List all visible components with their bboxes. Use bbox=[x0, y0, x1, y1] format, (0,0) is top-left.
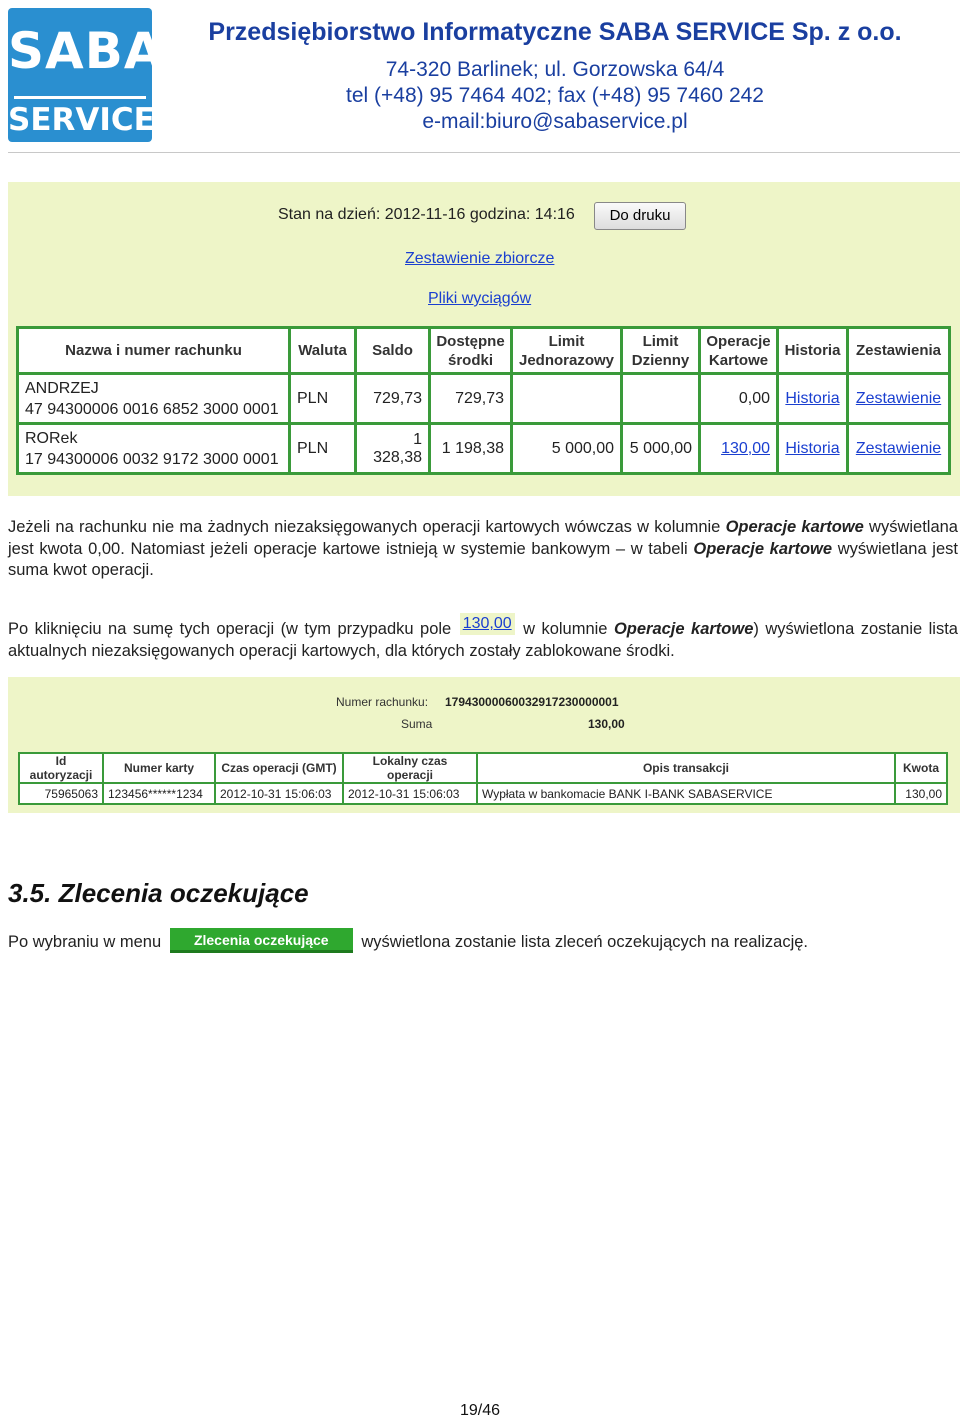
currency-cell: PLN bbox=[290, 374, 356, 424]
table-row bbox=[18, 424, 950, 474]
limit-daily-cell bbox=[622, 374, 700, 424]
logo-text-saba: SABA bbox=[8, 22, 164, 80]
col-header-gmt-time: Czas operacji (GMT) bbox=[215, 753, 343, 783]
status-datetime: Stan na dzień: 2012-11-16 godzina: 14:16 bbox=[278, 206, 575, 223]
table-row bbox=[19, 783, 947, 804]
auth-id-cell: 75965063 bbox=[19, 783, 103, 804]
col-header-card-number: Numer karty bbox=[103, 753, 215, 783]
account-name-cell bbox=[18, 424, 290, 474]
summary-link[interactable]: Zestawienie zbiorcze bbox=[405, 250, 555, 267]
limit-daily-cell: 5 000,00 bbox=[622, 424, 700, 474]
currency-cell: PLN bbox=[290, 424, 356, 474]
statement-link[interactable]: Zestawienie bbox=[855, 389, 942, 407]
gmt-time-cell: 2012-10-31 15:06:03 bbox=[215, 783, 343, 804]
card-operations-table bbox=[18, 752, 948, 805]
accounts-panel bbox=[8, 182, 960, 496]
para2-text-a: Po kliknięciu na sumę tych operacji (w tym przypadku pole bbox=[8, 620, 452, 638]
click-paragraph bbox=[8, 613, 958, 662]
header-divider bbox=[8, 152, 960, 153]
balance-cell: 729,73 bbox=[356, 374, 430, 424]
sum-label: Suma bbox=[401, 717, 433, 731]
limit-once-cell bbox=[512, 374, 622, 424]
pending-orders-menu-button[interactable]: Zlecenia oczekujące bbox=[170, 928, 353, 953]
history-link[interactable]: Historia bbox=[785, 389, 840, 407]
description-cell: Wypłata w bankomacie BANK I-BANK SABASERVICE bbox=[477, 783, 895, 804]
available-cell: 1 198,38 bbox=[430, 424, 512, 474]
account-owner: ANDRZEJ bbox=[25, 379, 99, 397]
col-header-auth-id: Id autoryzacji bbox=[19, 753, 103, 783]
accounts-table bbox=[16, 326, 951, 475]
account-number: 47 94300006 0016 6852 3000 0001 bbox=[25, 400, 279, 418]
table-header-row bbox=[18, 328, 950, 374]
card-ops-link[interactable]: 130,00 bbox=[721, 439, 770, 457]
explanation-paragraph bbox=[8, 517, 958, 582]
menu-text-before: Po wybraniu w menu bbox=[8, 933, 162, 951]
company-name: Przedsiębiorstwo Informatyczne SABA SERVICE Sp. z o.o. bbox=[208, 18, 902, 46]
col-header-local-time: Lokalny czas operacji bbox=[343, 753, 477, 783]
history-cell bbox=[778, 424, 848, 474]
menu-instruction bbox=[8, 928, 958, 953]
card-number-cell: 123456******1234 bbox=[103, 783, 215, 804]
card-operations-panel bbox=[8, 677, 960, 813]
statement-link[interactable]: Zestawienie bbox=[855, 439, 942, 457]
col-header-statements: Zestawienia bbox=[848, 328, 950, 374]
company-phone: tel (+48) 95 7464 402; fax (+48) 95 7460 242 bbox=[346, 84, 764, 107]
account-name-cell bbox=[18, 374, 290, 424]
company-logo bbox=[8, 8, 164, 142]
account-owner: RORek bbox=[25, 429, 78, 447]
para2-text-d: ) wyświetlona zostanie lista aktualnych niezaksięgowanych operacji kartowych, dla których zostały zablokowane środki. bbox=[8, 620, 958, 660]
para2-text-b: w kolumnie bbox=[523, 620, 608, 638]
logo-divider bbox=[14, 96, 146, 99]
para1-text-a: Jeżeli na rachunku nie ma żadnych niezaksięgowanych operacji kartowych wówczas w kolumnie bbox=[8, 518, 721, 536]
para1-emphasis-d: Operacje kartowe bbox=[693, 539, 833, 558]
amount-cell: 130,00 bbox=[895, 783, 947, 804]
col-header-description: Opis transakcji bbox=[477, 753, 895, 783]
print-button[interactable]: Do druku bbox=[594, 202, 686, 230]
col-header-amount: Kwota bbox=[895, 753, 947, 783]
account-number: 17 94300006 0032 9172 3000 0001 bbox=[25, 450, 279, 468]
card-ops-cell: 0,00 bbox=[700, 374, 778, 424]
local-time-cell: 2012-10-31 15:06:03 bbox=[343, 783, 477, 804]
col-header-currency: Waluta bbox=[290, 328, 356, 374]
col-header-name: Nazwa i numer rachunku bbox=[18, 328, 290, 374]
table-row bbox=[18, 374, 950, 424]
company-email: e-mail:biuro@sabaservice.pl bbox=[422, 110, 688, 133]
para2-emphasis-c: Operacje kartowe bbox=[613, 620, 754, 638]
col-header-balance: Saldo bbox=[356, 328, 430, 374]
statements-files-link[interactable]: Pliki wyciągów bbox=[428, 290, 532, 307]
limit-once-cell: 5 000,00 bbox=[512, 424, 622, 474]
para1-text-c: wyświetlana jest kwota 0,00. Natomiast jeżeli operacje kartowe istnieją w systemie bankowym – w tabeli bbox=[8, 518, 958, 558]
table-header-row bbox=[19, 753, 947, 783]
history-link[interactable]: Historia bbox=[785, 439, 840, 457]
col-header-card-ops: Operacje Kartowe bbox=[700, 328, 778, 374]
account-number-value: 17943000060032917230000001 bbox=[445, 695, 619, 709]
statement-cell bbox=[848, 374, 950, 424]
balance-cell: 1 328,38 bbox=[356, 424, 430, 474]
sum-value: 130,00 bbox=[588, 717, 625, 731]
inline-card-ops-value: 130,00 bbox=[460, 613, 515, 635]
account-number-label: Numer rachunku: bbox=[336, 695, 429, 709]
col-header-limit-daily: Limit Dzienny bbox=[622, 328, 700, 374]
history-cell bbox=[778, 374, 848, 424]
card-ops-cell bbox=[700, 424, 778, 474]
available-cell: 729,73 bbox=[430, 374, 512, 424]
para1-text-e: wyświetlana jest suma kwot operacji. bbox=[8, 539, 958, 579]
col-header-available: Dostępne środki bbox=[430, 328, 512, 374]
para1-emphasis-b: Operacje kartowe bbox=[725, 518, 864, 536]
col-header-history: Historia bbox=[778, 328, 848, 374]
col-header-limit-once: Limit Jednorazowy bbox=[512, 328, 622, 374]
section-heading: 3.5. Zlecenia oczekujące bbox=[8, 878, 309, 908]
logo-text-service: SERVICE bbox=[8, 102, 155, 138]
statement-cell bbox=[848, 424, 950, 474]
menu-text-after: wyświetlona zostanie lista zleceń oczekujących na realizację. bbox=[361, 933, 808, 951]
page-number: 19/46 bbox=[459, 1402, 501, 1419]
company-address: 74-320 Barlinek; ul. Gorzowska 64/4 bbox=[385, 58, 725, 81]
